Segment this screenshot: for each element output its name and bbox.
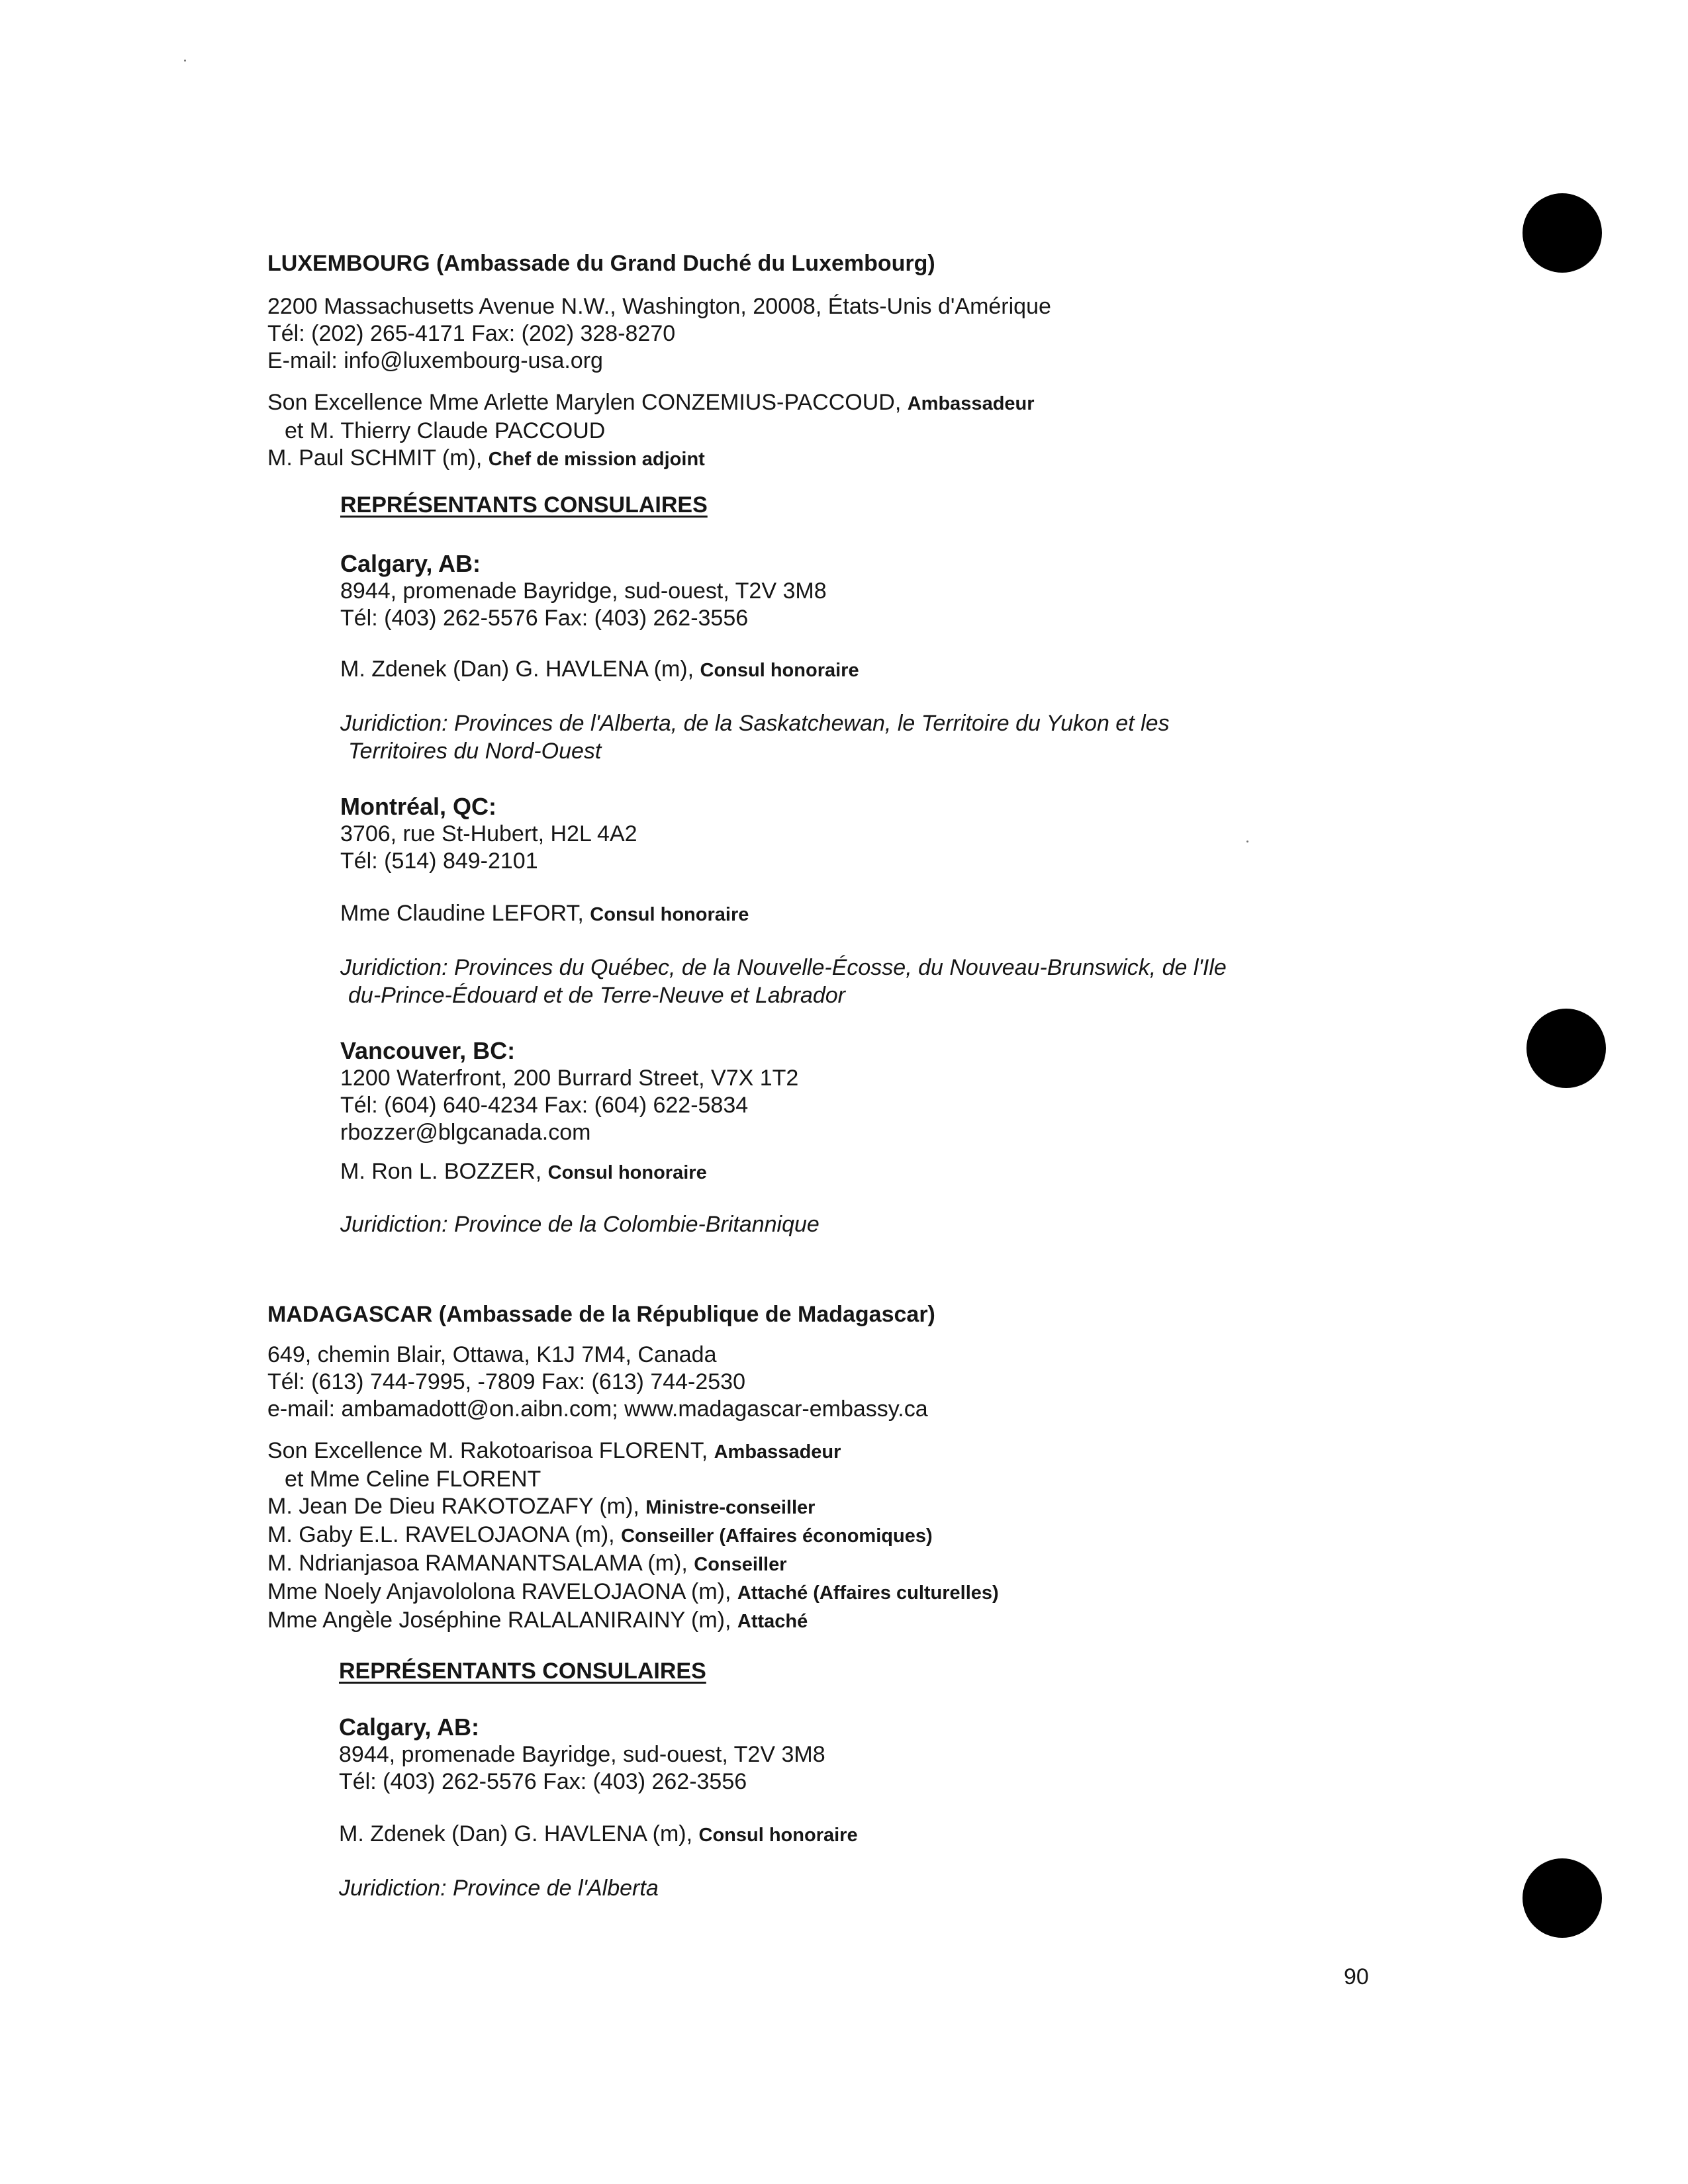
country-heading: LUXEMBOURG (Ambassade du Grand Duché du Luxembourg) [267,251,935,276]
consul-person: M. Zdenek (Dan) G. HAVLENA (m), Consul honoraire [339,1821,858,1846]
punch-hole-bottom [1523,1858,1602,1938]
consular-heading: REPRÉSENTANTS CONSULAIRES [340,492,708,518]
embassy-address: 649, chemin Blair, Ottawa, K1J 7M4, Canada Tél: (613) 744-7995, -7809 Fax: (613) 744-2530 e-mail: ambamadott@on.aibn.com; www.madagascar-embassy.ca [267,1342,928,1422]
city-name: Calgary, AB: [340,550,481,577]
jurisdiction: Juridiction: Provinces de l'Alberta, de la Saskatchewan, le Territoire du Yukon et les Territoires du Nord-Ouest [340,711,1170,764]
luxembourg-entry [267,250,1459,473]
staff-entry: et M. Thierry Claude PACCOUD [285,418,606,443]
consulate-montreal: Montréal, QC: 3706, rue St-Hubert, H2L 4A2 Tél: (514) 849-2101 Mme Claudine LEFORT, Consul honoraire Juridiction: Provinces du Québec, de la Nouvelle-Écosse, du Nouveau-Brunswick, de l'Ile du-Prince-Édouard et de Terre-Neuve et Labrador [340,793,1466,1009]
staff-entry: Mme Angèle Joséphine RALALANIRAINY (m), Attaché [267,1608,808,1633]
page-number: 90 [1344,1964,1369,1989]
consulate-vancouver: Vancouver, BC: 1200 Waterfront, 200 Burrard Street, V7X 1T2 Tél: (604) 640-4234 Fax: (604) 622-5834 rbozzer@blgcanada.com M. Ron L. BOZZER, Consul honoraire Juridiction: Province de la Colombie-Britannique [340,1037,1466,1238]
staff-list [267,1437,1459,1635]
staff-list [267,389,1459,473]
consular-section [339,1659,1464,1902]
scan-speck [184,60,186,62]
consul-person: M. Ron L. BOZZER, Consul honoraire [340,1159,707,1184]
consular-heading: REPRÉSENTANTS CONSULAIRES [339,1659,706,1684]
consular-section [340,492,1466,1238]
city-name: Calgary, AB: [339,1713,480,1741]
staff-entry: M. Gaby E.L. RAVELOJAONA (m), Conseiller (Affaires économiques) [267,1522,933,1547]
staff-entry: M. Jean De Dieu RAKOTOZAFY (m), Ministre-conseiller [267,1494,816,1519]
jurisdiction: Juridiction: Province de l'Alberta [339,1876,659,1901]
consul-person: M. Zdenek (Dan) G. HAVLENA (m), Consul honoraire [340,657,859,682]
city-name: Vancouver, BC: [340,1037,516,1064]
staff-entry: Mme Noely Anjavololona RAVELOJAONA (m), Attaché (Affaires culturelles) [267,1579,999,1604]
consulate-calgary: Calgary, AB: 8944, promenade Bayridge, sud-ouest, T2V 3M8 Tél: (403) 262-5576 Fax: (403) 262-3556 M. Zdenek (Dan) G. HAVLENA (m), Consul honoraire Juridiction: Provinces de l'Alberta, de la Saskatchewan, le Territoire du Yukon et les Territoires du Nord-Ouest [340,550,1466,765]
embassy-address: 2200 Massachusetts Avenue N.W., Washington, 20008, États-Unis d'Amérique Tél: (202) 265-4171 Fax: (202) 328-8270 E-mail: info@luxembourg-usa.org [267,294,1051,373]
madagascar-entry [267,1301,1459,1635]
punch-hole-top [1523,193,1602,273]
staff-entry: M. Paul SCHMIT (m), Chef de mission adjoint [267,445,705,471]
jurisdiction: Juridiction: Province de la Colombie-Britannique [340,1212,820,1237]
staff-entry: Son Excellence M. Rakotoarisoa FLORENT, Ambassadeur [267,1438,841,1463]
city-name: Montréal, QC: [340,793,497,820]
consulate-calgary: Calgary, AB: 8944, promenade Bayridge, sud-ouest, T2V 3M8 Tél: (403) 262-5576 Fax: (403) 262-3556 M. Zdenek (Dan) G. HAVLENA (m), Consul honoraire Juridiction: Province de l'Alberta [339,1713,1464,1902]
punch-hole-middle [1526,1009,1606,1088]
jurisdiction: Juridiction: Provinces du Québec, de la Nouvelle-Écosse, du Nouveau-Brunswick, de l'Ile du-Prince-Édouard et de Terre-Neuve et Labrador [340,955,1227,1008]
consul-person: Mme Claudine LEFORT, Consul honoraire [340,901,749,926]
country-heading: MADAGASCAR (Ambassade de la République de Madagascar) [267,1302,935,1327]
staff-entry: et Mme Celine FLORENT [285,1467,541,1492]
staff-entry: M. Ndrianjasoa RAMANANTSALAMA (m), Conseiller [267,1551,787,1576]
staff-entry: Son Excellence Mme Arlette Marylen CONZEMIUS-PACCOUD, Ambassadeur [267,390,1035,415]
